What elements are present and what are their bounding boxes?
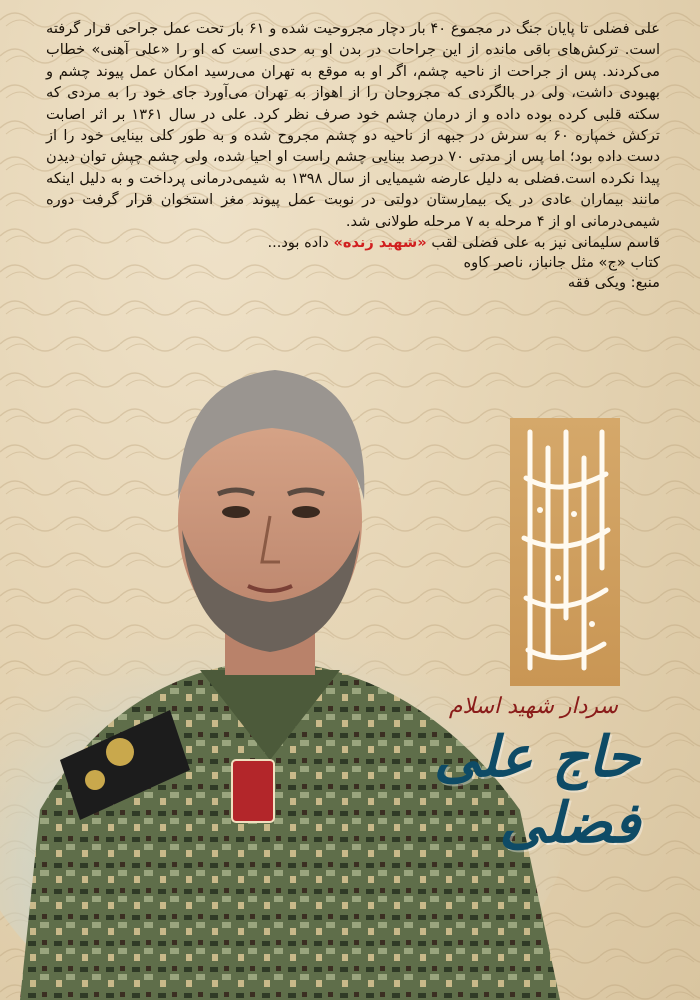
biography-last-line-prefix: قاسم سلیمانی نیز به علی فضلی لقب <box>431 234 660 252</box>
name-title-block <box>368 690 658 856</box>
martyr-name: حاج علی فضلی <box>434 724 640 856</box>
biography-last-line-suffix: داده بود... <box>267 234 329 252</box>
living-martyr-highlight: «شهید زنده» <box>333 234 427 252</box>
biography-paragraph: علی فضلی تا پایان جنگ در مجموع ۴۰ بار دچار مجروحیت شده و ۶۱ بار تحت عمل جراحی قرار گرفته است. ترکش‌های باقی مانده از این جراحات در بدن او به حدی است که او را «علی آهنی» خطاب می‌کردند. پس از جراحت از ناحیه چشم، اگر او به موقع به تهران می‌رسید امکان عمل پیوند چشم و بهبودی داشت، ولی در بالگردی که مجروحان را از اهواز به تهران می‌آورد جای خود را به مردی که سکته قلبی کرده بوده داده و از درمان چشم خود صرف نظر کرد. علی در سال ۱۳۶۱ بر اثر اصابت ترکش خمپاره ۶۰ به سرش در جبهه از ناحیه دو چشم مجروح شده و به طور کلی بینایی خود را از دست داده بود؛ اما پس از مدتی ۷۰ درصد بینایی چشم راست او احیا شده، ولی چشم چپش توان دیدن پیدا نکرده است.فضلی به دلیل عارضه شیمیایی از سال ۱۳۹۸ به شیمی‌درمانی پرداخت و به دلیل اینکه مانند بیماران عادی در یک بیمارستان دولتی در نوبت عمل پیوند مغز استخوان قرار گرفت دوره شیمی‌درمانی او از ۴ مرحله به ۷ مرحله طولانی شد. <box>46 20 661 230</box>
portrait-illustration <box>0 340 560 1000</box>
source-citation: منبع: ویکی فقه <box>567 274 660 292</box>
biography-last-line <box>46 232 660 253</box>
martyr-subtitle: سردار شهید اسلام <box>448 694 618 719</box>
citation-block <box>46 253 660 293</box>
book-citation: کتاب «ج» مثل جانباز، ناصر کاوه <box>463 254 660 272</box>
biography-text <box>46 18 660 293</box>
